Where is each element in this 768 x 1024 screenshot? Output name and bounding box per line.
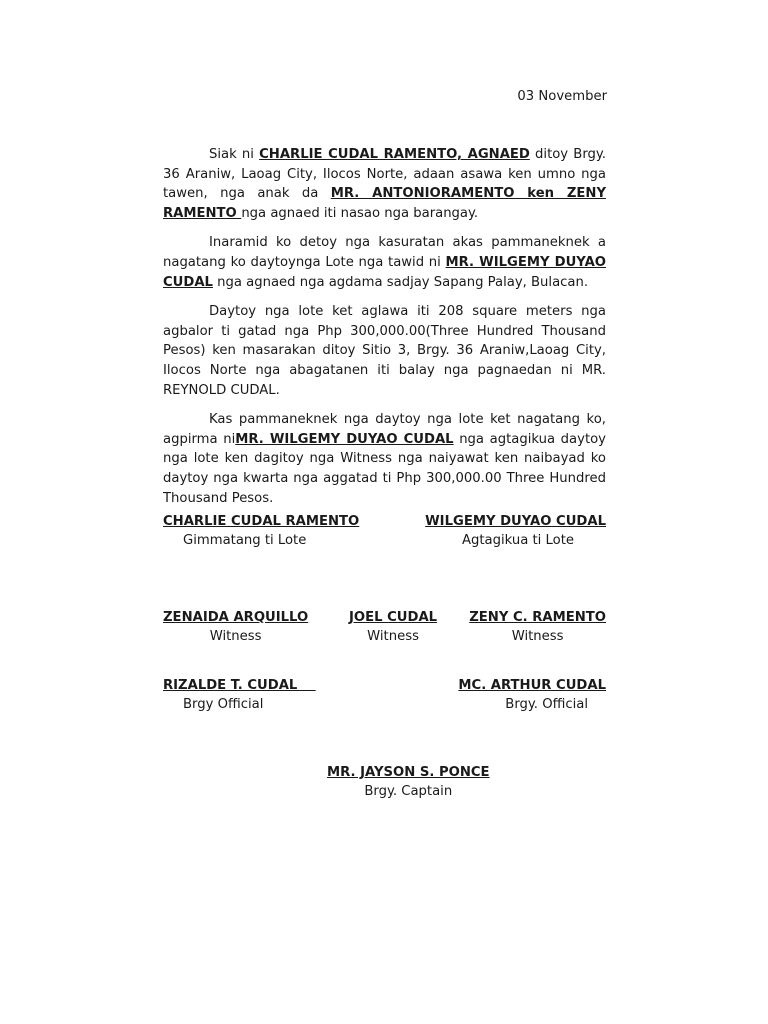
emphasized-name: MR. WILGEMY DUYAO CUDAL bbox=[163, 254, 606, 290]
signatory-role: Witness bbox=[367, 629, 419, 644]
emphasized-name: CHARLIE CUDAL RAMENTO, AGNAED bbox=[259, 147, 530, 162]
paragraph bbox=[163, 233, 606, 292]
signatory-role: Agtagikua ti Lote bbox=[461, 533, 574, 548]
signatory-name: MC. ARTHUR CUDAL bbox=[458, 678, 606, 693]
signatory-name: ZENAIDA ARQUILLO bbox=[163, 610, 309, 625]
paragraph-text: ditoy Brgy. 36 Araniw, Laoag City, Ilocos Norte, adaan asawa ken umno nga tawen, nga anak da bbox=[163, 147, 606, 202]
signatory-role: Brgy. Captain bbox=[364, 784, 453, 799]
signature-block-captain bbox=[327, 763, 490, 801]
paragraph bbox=[163, 145, 606, 223]
paragraph-text: nga agnaed nga agdama sadjay Sapang Palay, Bulacan. bbox=[212, 274, 589, 290]
signatory-role: Witness bbox=[511, 629, 564, 644]
signatory-name: CHARLIE CUDAL RAMENTO bbox=[163, 514, 360, 529]
signatory-role: Brgy. Official bbox=[505, 697, 588, 712]
paragraph-text: Siak ni bbox=[209, 147, 260, 162]
signatory-name: MR. JAYSON S. PONCE bbox=[327, 765, 490, 780]
paragraph bbox=[163, 410, 606, 508]
paragraph-text: nga agtagikua daytoy nga lote ken dagitoy nga Witness nga naiyawat ken naibayad ko daytoy nga kwarta nga aggatad ti Php 300,000.00 Three Hundred Thousand Pesos. bbox=[163, 431, 606, 506]
signature-block-seller bbox=[163, 512, 359, 550]
paragraph-text: Daytoy nga lote ket aglawa iti 208 square meters nga agbalor ti gatad nga Php 300,000.00(Three Hundred Thousand Pesos) ken masarakan ditoy Sitio 3, Brgy. 36 Araniw,Laoag City, Ilocos Norte nga abagatanen iti balay nga pagnaedan ni MR. REYNOLD CUDAL. bbox=[163, 304, 606, 398]
signature-block-witness-1 bbox=[163, 608, 308, 646]
signatory-name: RIZALDE T. CUDAL bbox=[163, 678, 316, 693]
emphasized-name: MR. WILGEMY DUYAO CUDAL bbox=[235, 431, 454, 447]
paragraph bbox=[163, 302, 606, 400]
signatory-name: WILGEMY DUYAO CUDAL bbox=[425, 514, 606, 529]
signature-block-buyer bbox=[425, 512, 606, 550]
signature-block-official-1 bbox=[163, 676, 316, 714]
signature-block-witness-3 bbox=[469, 608, 606, 646]
paragraph-text: nga agnaed iti nasao nga barangay. bbox=[241, 205, 479, 221]
document-body bbox=[163, 145, 606, 508]
document-date: 03 November bbox=[517, 89, 607, 104]
signatory-role: Brgy Official bbox=[183, 697, 264, 712]
signatory-name: JOEL CUDAL bbox=[349, 610, 438, 625]
signature-block-witness-2 bbox=[349, 608, 437, 646]
paragraph-text: Inaramid ko detoy nga kasuratan akas pammaneknek a nagatang ko daytoynga Lote nga tawid ni bbox=[163, 235, 606, 270]
signature-block-official-2 bbox=[458, 676, 606, 714]
signatory-role: Witness bbox=[209, 629, 262, 644]
signatory-name: ZENY C. RAMENTO bbox=[469, 610, 606, 625]
signatory-role: Gimmatang ti Lote bbox=[183, 533, 307, 548]
emphasized-name: MR. ANTONIORAMENTO ken ZENY RAMENTO bbox=[163, 186, 606, 221]
paragraph-text: Kas pammaneknek nga daytoy nga lote ket nagatang ko, agpirma ni bbox=[163, 412, 606, 447]
